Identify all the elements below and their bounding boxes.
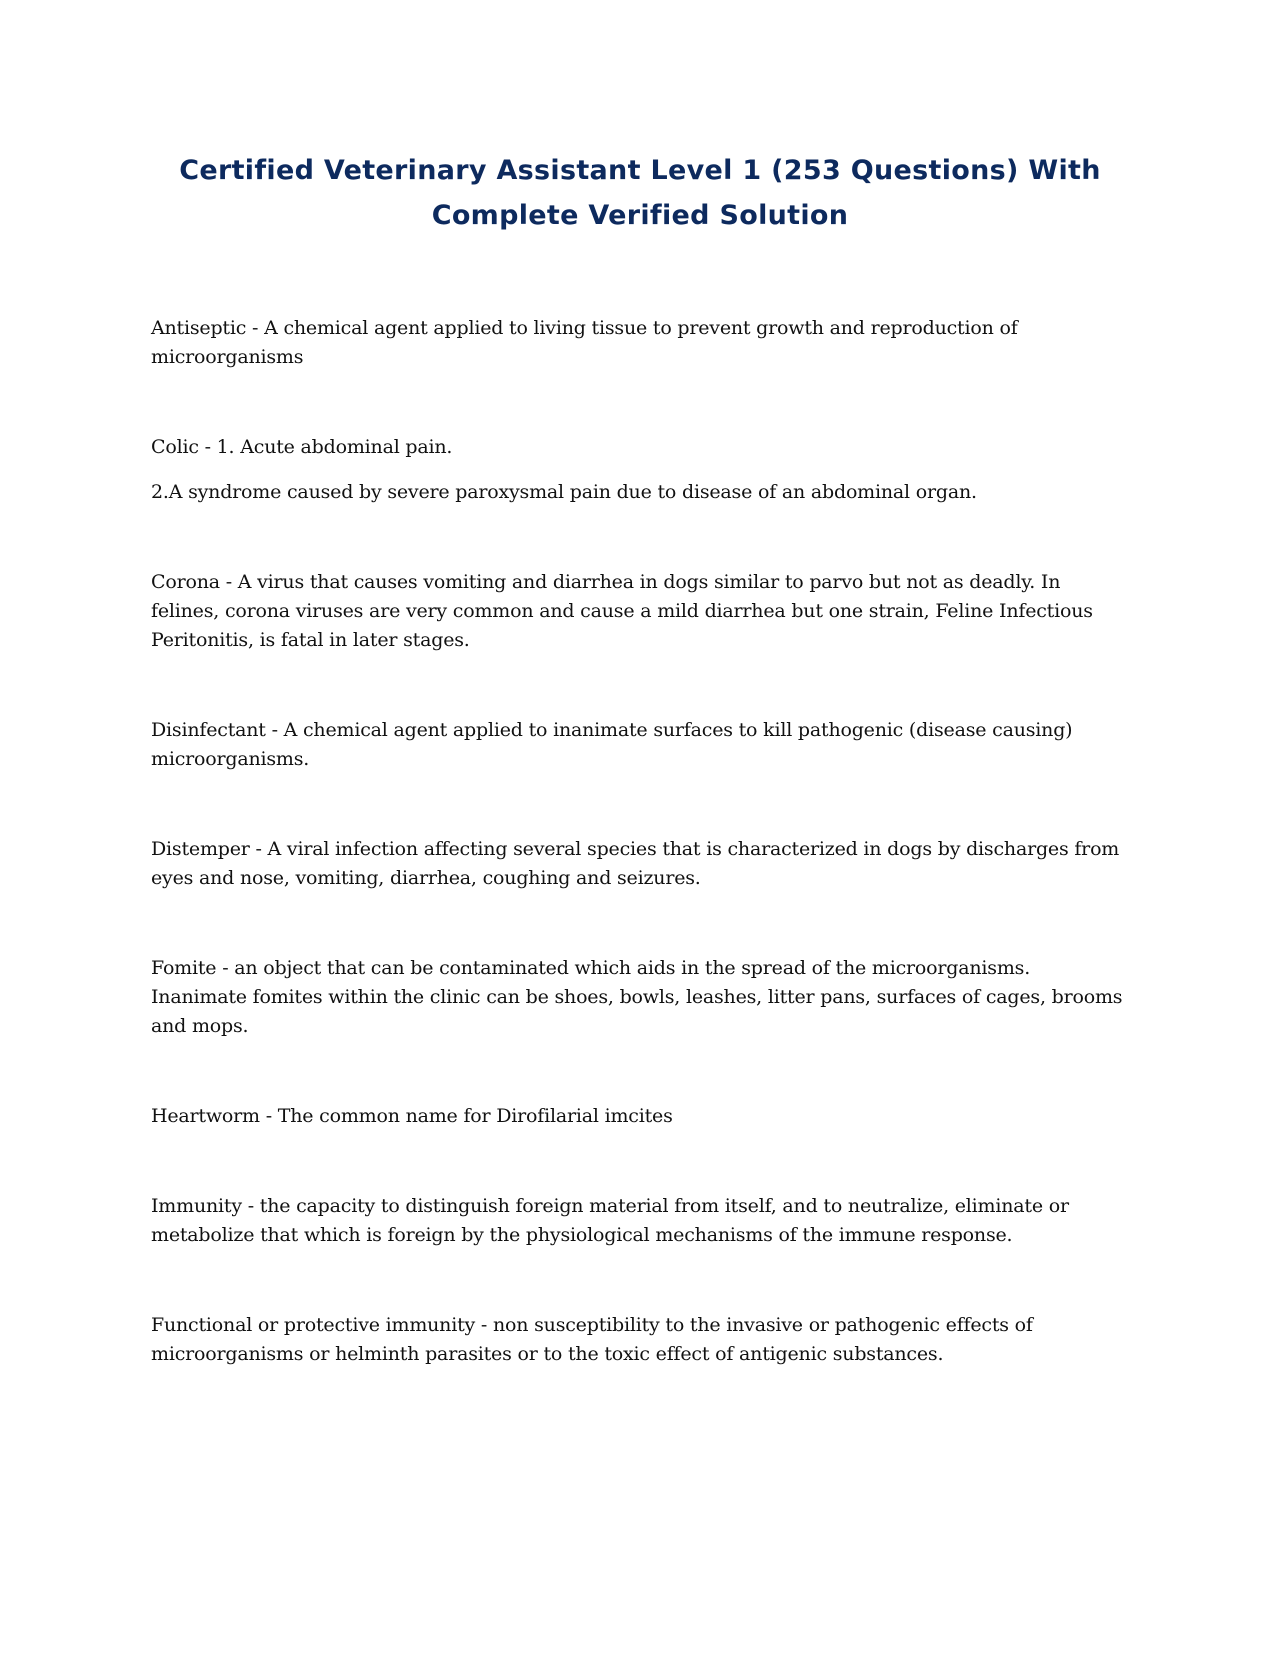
glossary-entry-immunity: Immunity - the capacity to distinguish foreign material from itself, and to neutralize, eliminate or metabolize that which is foreign by the physiological mechanisms of the immune response. xyxy=(151,1195,1069,1246)
glossary-entry-colic: Colic - 1. Acute abdominal pain. xyxy=(151,436,453,458)
glossary-entry-colic-definition-2: 2.A syndrome caused by severe paroxysmal pain due to disease of an abdominal organ. xyxy=(151,481,977,503)
glossary-entry-antiseptic: Antiseptic - A chemical agent applied to living tissue to prevent growth and reproduction of microorganisms xyxy=(151,317,1018,368)
document-title: Certified Veterinary Assistant Level 1 (253 Questions) With Complete Verified Solution xyxy=(179,155,1101,231)
glossary-entry-disinfectant: Disinfectant - A chemical agent applied to inanimate surfaces to kill pathogenic (disease causing) microorganisms. xyxy=(151,719,1073,770)
glossary-entry-functional-immunity: Functional or protective immunity - non susceptibility to the invasive or pathogenic effects of microorganisms or helminth parasites or to the toxic effect of antigenic substances. xyxy=(151,1314,1033,1365)
glossary-entry-distemper: Distemper - A viral infection affecting several species that is characterized in dogs by discharges from eyes and nose, vomiting, diarrhea, coughing and seizures. xyxy=(151,838,1120,889)
glossary-entry-fomite: Fomite - an object that can be contaminated which aids in the spread of the microorganisms. Inanimate fomites within the clinic can be shoes, bowls, leashes, litter pans, surfaces of cages, brooms and mops. xyxy=(151,957,1123,1037)
glossary-content xyxy=(151,314,1131,1369)
glossary-entry-heartworm: Heartworm - The common name for Dirofilarial imcites xyxy=(151,1105,673,1127)
glossary-entry-corona: Corona - A virus that causes vomiting and diarrhea in dogs similar to parvo but not as deadly. In felines, corona viruses are very common and cause a mild diarrhea but one strain, Feline Infectious Peritonitis, is fatal in later stages. xyxy=(151,571,1093,651)
